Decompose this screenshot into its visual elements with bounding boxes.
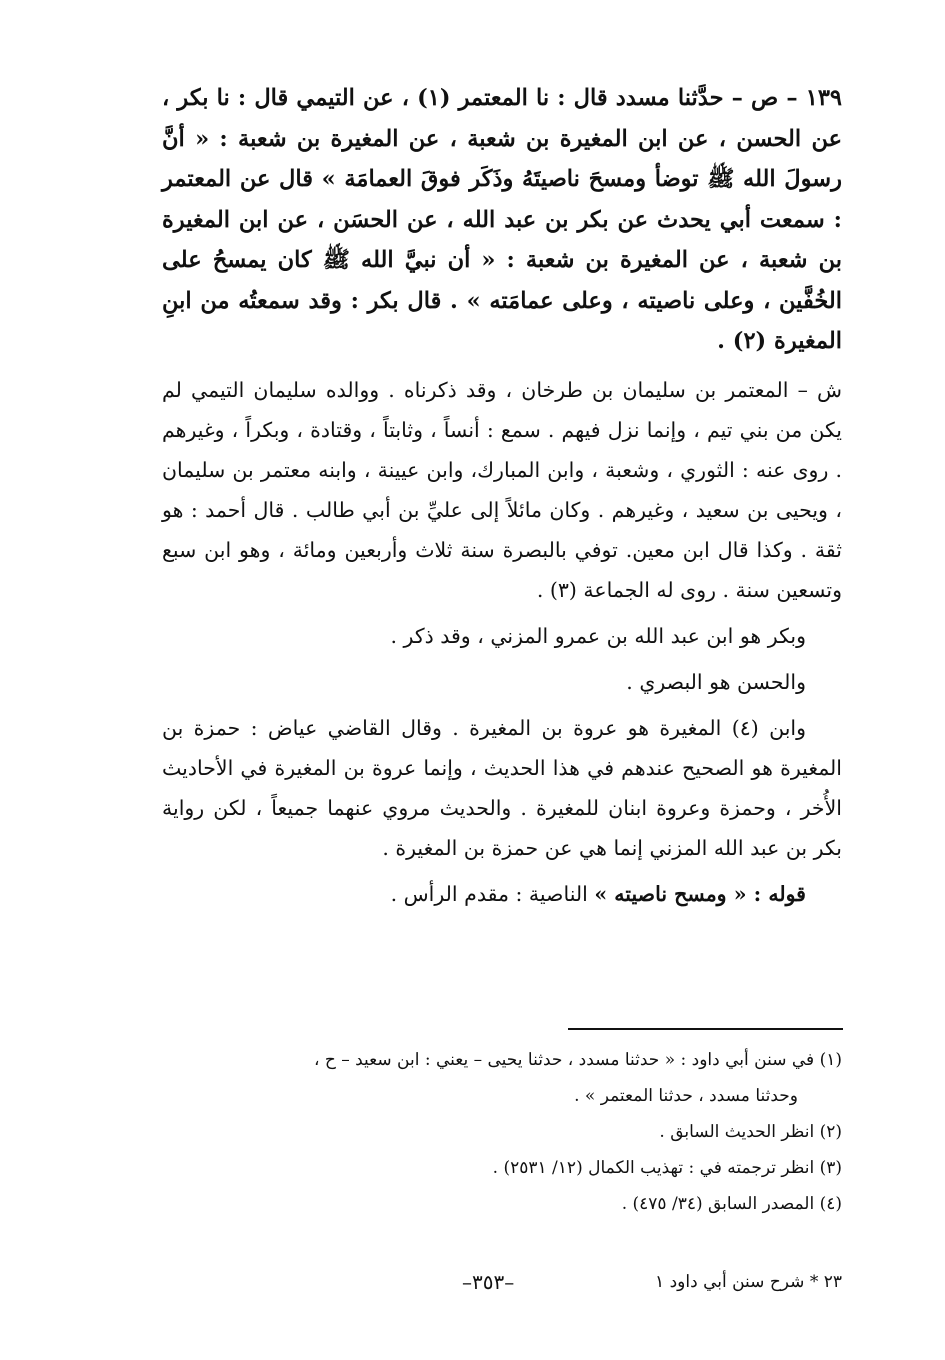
qawluhu-explanation: الناصية : مقدم الرأس . bbox=[390, 881, 595, 906]
page-number: –٣٥٣– bbox=[462, 1270, 515, 1294]
book-signature: ٢٣ * شرح سنن أبي داود ١ bbox=[655, 1272, 842, 1292]
footnote-3: (٣) انظر ترجمته في : تهذيب الكمال (١٢/ ٢٥٣١) . bbox=[492, 1158, 842, 1178]
hadith-text: ١٣٩ – ص – حدَّثنا مسدد قال : نا المعتمر (١) ، عن التيمي قال : نا بكر ، عن الحسن ، عن ابن المغيرة بن شعبة ، عن المغيرة بن شعبة : « أنَّ رسولَ الله ﷺ توضأ ومسحَ ناصيتَهُ وذَكَر فوقَ العمامَة » قال عن المعتمر : سمعت أبي يحدث عن بكر بن عبد الله ، عن الحسَن ، عن ابن المغيرة بن شعبة ، عن المغيرة بن شعبة : « أن نبيَّ الله ﷺ كان يمسحُ على الخُفَّين ، وعلى ناصيته ، وعلى عمامَته » . قال بكر : وقد سمعتُه من ابنِ المغيرة (٢) . bbox=[162, 85, 842, 354]
paragraph-bakr: وبكر هو ابن عبد الله بن عمرو المزني ، وقد ذكر . bbox=[390, 623, 806, 648]
paragraph-ibn-mughira: وابن (٤) المغيرة هو عروة بن المغيرة . وقال القاضي عياض : حمزة بن المغيرة هو الصحيح عندهم في هذا الحديث ، وإنما عروة بن المغيرة في الأحاديث الأُخر ، وحمزة وعروة ابنان للمغيرة . والحديث مروي عنهما جميعاً ، لكن رواية بكر بن عبد الله المزني إنما هي عن حمزة بن المغيرة . bbox=[162, 715, 842, 860]
footnote-1-line-2: وحدثنا مسدد ، حدثنا المعتمر » . bbox=[574, 1086, 798, 1106]
footnote-4: (٤) المصدر السابق (٣٤/ ٤٧٥) . bbox=[621, 1194, 842, 1214]
paragraph-hasan: والحسن هو البصري . bbox=[626, 669, 806, 694]
qawluhu-quote: قوله : « ومسح ناصيته » bbox=[594, 881, 806, 906]
footnote-2: (٢) انظر الحديث السابق . bbox=[659, 1122, 842, 1142]
paragraph-qawluhu bbox=[162, 874, 842, 914]
commentary-narrators: ش – المعتمر بن سليمان بن طرخان ، وقد ذكرناه . ووالده سليمان التيمي لم يكن من بني تيم ، وإنما نزل فيهم . سمع : أنساً ، وثابتاً ، وقتادة ، وبكراً ، وغيرهم . روى عنه : الثوري ، وشعبة ، وابن المبارك، وابن عيينة ، وابنه معتمر بن سليمان ، ويحيى بن سعيد ، وغيرهم . وكان مائلاً إلى عليِّ بن أبي طالب . قال أحمد : هو ثقة . وكذا قال ابن معين. توفي بالبصرة سنة ثلاث وأربعين ومائة ، وهو ابن سبع وتسعين سنة . روى له الجماعة (٣) . bbox=[162, 377, 842, 602]
page-body bbox=[162, 78, 842, 914]
footnote-1-line-1: (١) في سنن أبي داود : « حدثنا مسدد ، حدثنا يحيى – يعني : ابن سعيد – ح ، bbox=[313, 1050, 842, 1070]
page-footer bbox=[162, 1272, 842, 1312]
footnotes bbox=[162, 1042, 842, 1222]
footnote-divider bbox=[568, 1028, 843, 1030]
